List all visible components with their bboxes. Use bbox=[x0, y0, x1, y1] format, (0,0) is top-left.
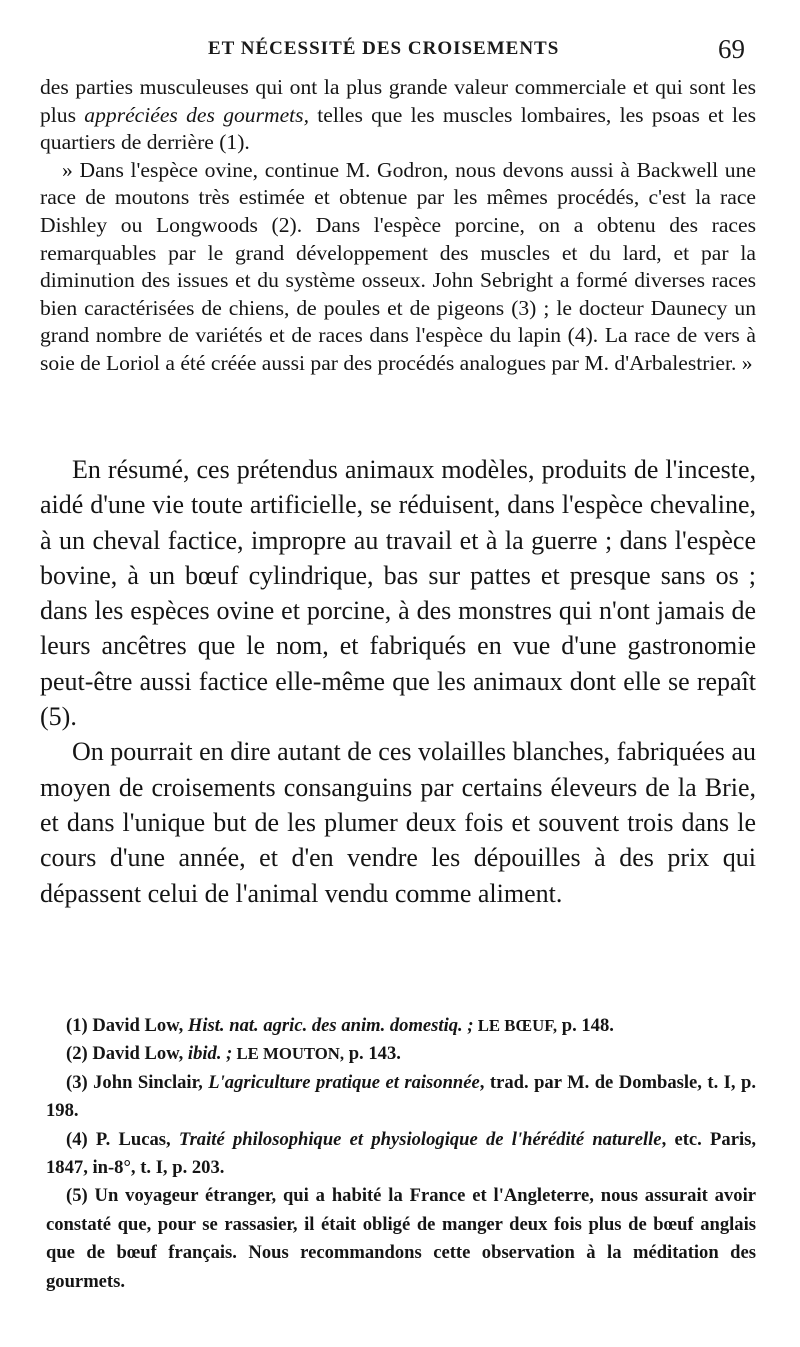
footnote-5: (5) Un voyageur étranger, qui a habité la France et l'Angleterre, nous assurait avoir constaté que, pour se rassasier, il était obligé de manger deux fois plus de bœuf anglais que de bœuf français. Nous recommandons cette observation à la méditation des gourmets. bbox=[46, 1185, 756, 1292]
emphasis: appréciées des gourmets, bbox=[84, 102, 309, 127]
running-title: ET NÉCESSITÉ DES CROISEMENTS bbox=[208, 38, 560, 59]
footnote-2: (2) David Low, ibid. ; LE MOUTON, p. 143. bbox=[66, 1043, 401, 1065]
body-paragraph-1: En résumé, ces prétendus animaux modèles, produits de l'inceste, aidé d'une vie toute artificielle, se réduisent, dans l'espèce chevaline, à un cheval factice, impropre au travail et à la guerre ; dans l'espèce bovine, à un bœuf cylindrique, bas sur pattes et presque sans os ; dans les espèces ovine et porcine, à des monstres qui n'ont jamais de leurs ancêtres que le nom, et fabriqués en vue d'une gastronomie peut-être aussi factice elle-même que les animaux dont elle se repaît (5). bbox=[40, 455, 756, 732]
page-number: 69 bbox=[718, 34, 745, 64]
page-header bbox=[0, 34, 800, 70]
main-text bbox=[40, 452, 756, 911]
footnotes bbox=[46, 1012, 756, 1296]
footnote-4: (4) P. Lucas, Traité philosophique et physiologique de l'hérédité naturelle, etc. Paris, 1847, in-8°, t. I, p. 203. bbox=[46, 1128, 757, 1179]
quote-paragraph-2: » Dans l'espèce ovine, continue M. Godron, nous devons aussi à Backwell une race de moutons très estimée et obtenue par les mêmes procédés, c'est la race Dishley ou Longwoods (2). Dans l'espèce porcine, on a obtenu des races remarquables par le grand développement des muscles et du lard, et par la diminution des issues et du système osseux. John Sebright a formé diverses races bien caractérisées de chiens, de poules et de pigeons (3) ; le docteur Daunecy un grand nombre de variétés et de races dans l'espèce du lapin (4). La race de vers à soie de Loriol a été créée aussi par des procédés analogues par M. d'Arbalestrier. » bbox=[40, 157, 756, 375]
quoted-passage bbox=[40, 74, 756, 378]
footnote-1: (1) David Low, Hist. nat. agric. des anim. domestiq. ; LE BŒUF, p. 148. bbox=[66, 1015, 614, 1036]
footnote-3: (3) John Sinclair, L'agriculture pratique et raisonnée, trad. par M. de Dombasle, t. I, p. 198. bbox=[46, 1071, 756, 1122]
quote-paragraph-1: des parties musculeuses qui ont la plus grande valeur commerciale et qui sont les plus appréciées des gourmets, telles que les muscles lombaires, les psoas et les quartiers de derrière (1). bbox=[40, 75, 757, 155]
body-paragraph-2: On pourrait en dire autant de ces volailles blanches, fabriquées au moyen de croisements consanguins par certains éleveurs de la Brie, et dans l'unique but de les plumer deux fois et souvent trois dans le cours d'une année, et d'en vendre les dépouilles à des prix qui dépassent celui de l'animal vendu comme aliment. bbox=[40, 737, 756, 908]
